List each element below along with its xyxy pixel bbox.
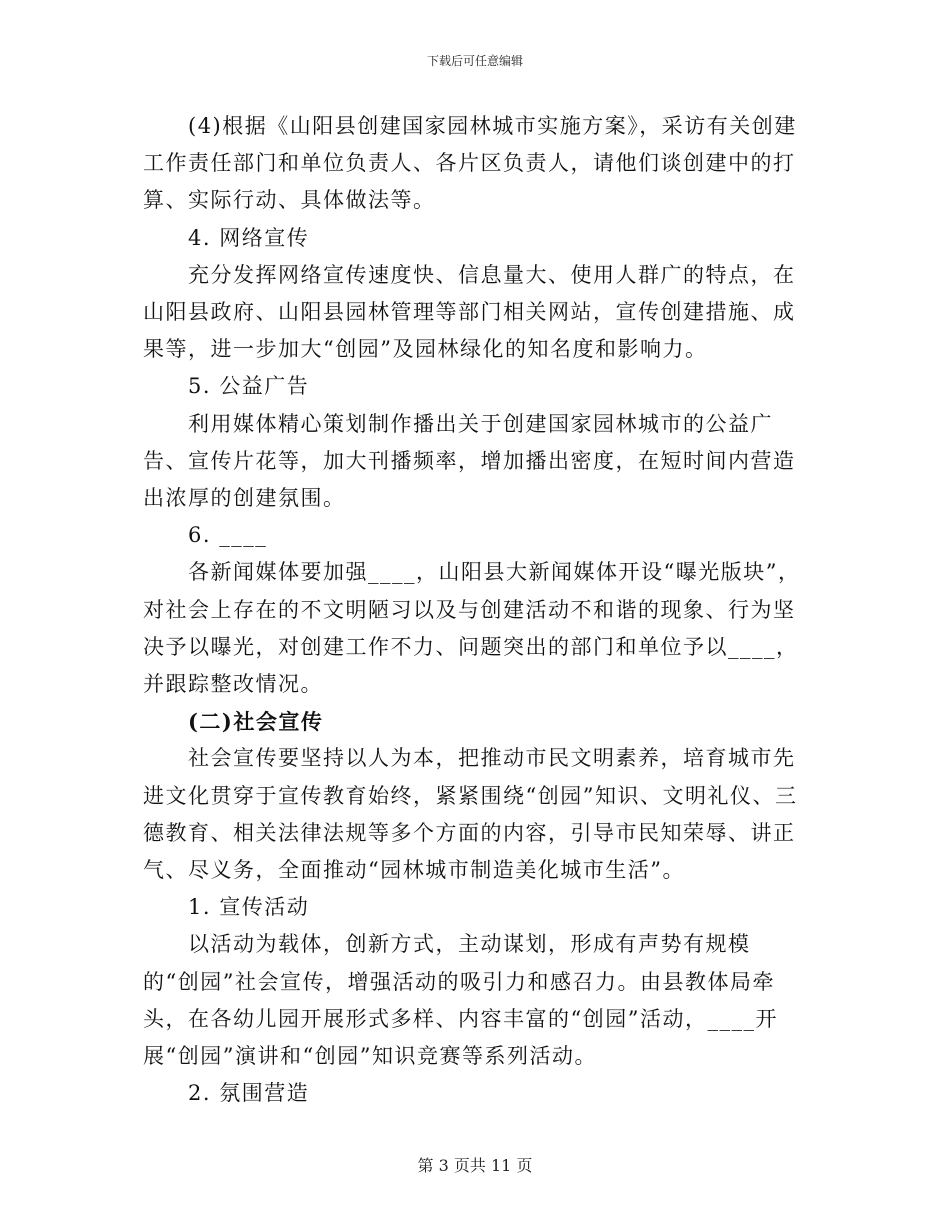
- page-number-footer: 第 3 页共 11 页: [417, 1156, 533, 1175]
- paragraph-interviews: (4)根据《山阳县创建国家园林城市实施方案》，采访有关创建工作责任部门和单位负责人、各片区负责人，请他们谈创建中的打算、实际行动、具体做法等。: [143, 114, 797, 213]
- paragraph-publicity-activities: 以活动为载体，创新方式，主动谋划，形成有声势有规模的“创园”社会宣传，增强活动的吸引力和感召力。由县教体局牵头，在各幼儿园开展形式多样、内容丰富的“创园”活动，____开展“创园”演讲和“创园”知识竞赛等系列活动。: [143, 932, 778, 1069]
- paragraph-media-exposure: 各新闻媒体要加强____，山阳县大新闻媒体开设“曝光版块”，对社会上存在的不文明陋习以及与创建活动不和谐的现象、行为坚决予以曝光，对创建工作不力、问题突出的部门和单位予以____，并跟踪整改情况。: [143, 560, 801, 697]
- heading-social-publicity: (二)社会宣传: [188, 709, 324, 735]
- heading-atmosphere: 2. 氛围营造: [188, 1081, 310, 1106]
- paragraph-online-publicity: 充分发挥网络宣传速度快、信息量大、使用人群广的特点，在山阳县政府、山阳县园林管理等部门相关网站，宣传创建措施、成果等，进一步加大“创园”及园林绿化的知名度和影响力。: [143, 262, 796, 362]
- heading-item-6: 6. ____: [188, 523, 268, 548]
- heading-public-ads: 5. 公益广告: [188, 374, 310, 399]
- heading-publicity-activities: 1. 宣传活动: [188, 895, 310, 920]
- document-body: [143, 108, 803, 1112]
- page-header-note: 下载后可任意编辑: [426, 54, 523, 68]
- heading-online-publicity: 4. 网络宣传: [188, 225, 310, 250]
- paragraph-social-publicity: 社会宣传要坚持以人为本，把推动市民文明素养，培育城市先进文化贯穿于宣传教育始终，紧紧围绕“创园”知识、文明礼仪、三德教育、相关法律法规等多个方面的内容，引导市民知荣辱、讲正气、尽义务，全面推动“园林城市制造美化城市生活”。: [143, 746, 798, 883]
- paragraph-public-ads: 利用媒体精心策划制作播出关于创建国家园林城市的公益广告、宣传片花等，加大刊播频率，增加播出密度，在短时间内营造出浓厚的创建氛围。: [143, 411, 796, 511]
